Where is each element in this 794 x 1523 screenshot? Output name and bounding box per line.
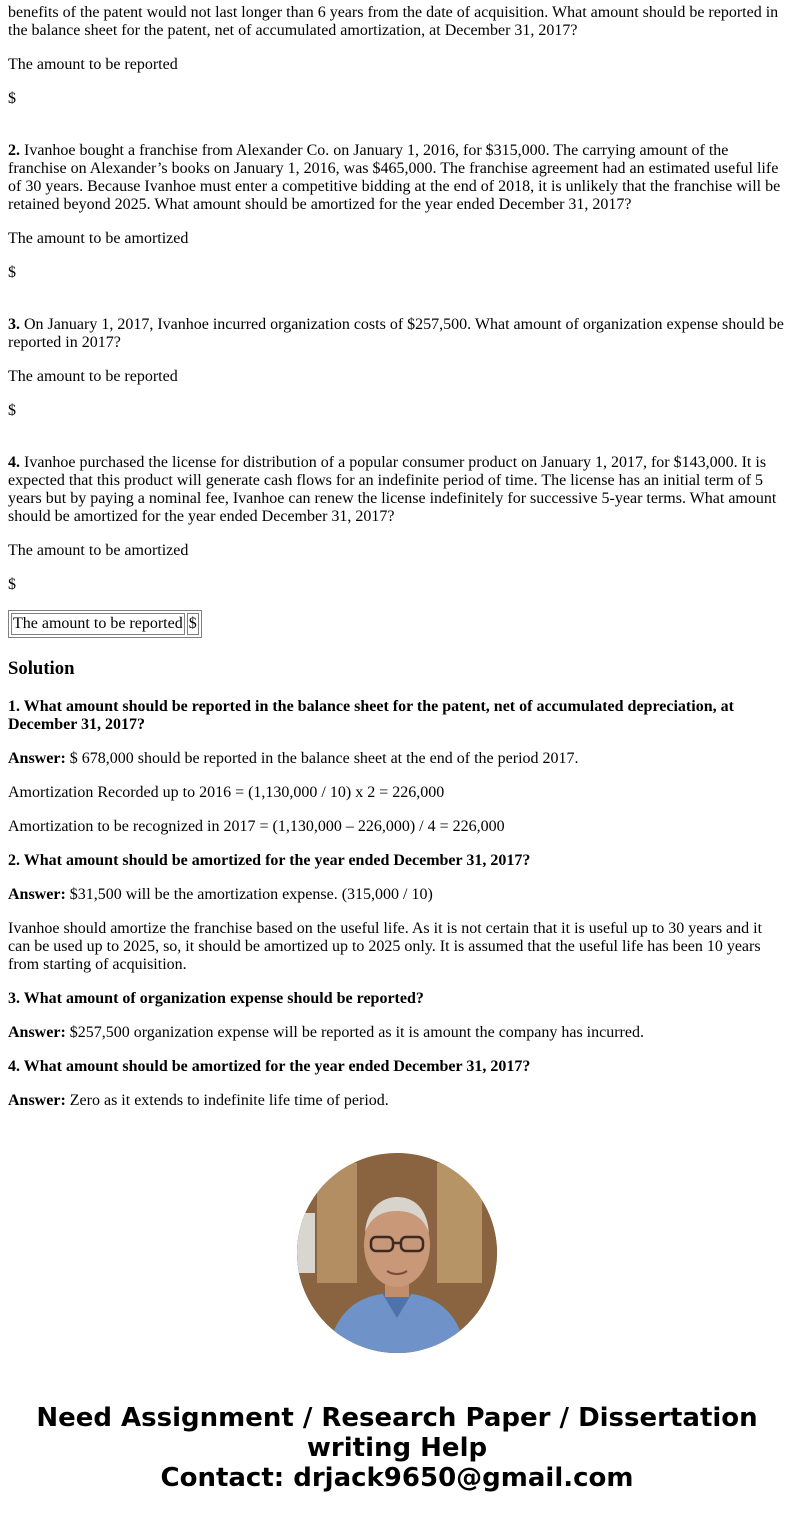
answer-table: [8, 610, 202, 638]
cta-line-2: writing Help: [306, 1433, 488, 1463]
table-label-cell: The amount to be reported: [11, 613, 185, 635]
solution-3-answer: Answer: $257,500 organization expense will be reported as it is amount the company has incurred.: [8, 1024, 644, 1041]
person-portrait-icon: [297, 1153, 497, 1353]
q2-prompt: The amount to be amortized: [8, 230, 189, 247]
question-4-text: 4. Ivanhoe purchased the license for distribution of a popular consumer product on January 1, 2017, for $143,000. It is expected that this product will generate cash flows for an indefinite period of time. The license has an initial term of 5 years but by paying a nominal fee, Ivanhoe can renew the license indefinitely for successive 5-year terms. What amount should be amortized for the year ended December 31, 2017?: [8, 454, 777, 525]
solution-heading: Solution: [8, 658, 75, 679]
q3-number: 3.: [8, 316, 20, 333]
document-body: [8, 0, 786, 1126]
solution-4-answer: Answer: Zero as it extends to indefinite life time of period.: [8, 1092, 389, 1109]
avatar-photo: [297, 1153, 497, 1353]
solution-2-answer: Answer: $31,500 will be the amortization expense. (315,000 / 10): [8, 886, 433, 903]
q2-number: 2.: [8, 142, 20, 159]
solution-1-line-1: Amortization Recorded up to 2016 = (1,130,000 / 10) x 2 = 226,000: [8, 784, 445, 801]
solution-2-explanation: Ivanhoe should amortize the franchise based on the useful life. As it is not certain that it is useful up to 30 years and it can be used up to 2025, so, it should be amortized up to 2025 only. It is assumed that the useful life has been 10 years from starting of acquisition.: [8, 920, 763, 973]
q3-dollar: $: [8, 402, 16, 419]
question-3-text: 3. On January 1, 2017, Ivanhoe incurred organization costs of $257,500. What amount of organization expense should be reported in 2017?: [8, 316, 784, 351]
q4-number: 4.: [8, 454, 20, 471]
contact-banner: [0, 1403, 794, 1493]
q4-prompt: The amount to be amortized: [8, 542, 189, 559]
q1-prompt: The amount to be reported: [8, 56, 178, 73]
solution-1-line-2: Amortization to be recognized in 2017 = (1,130,000 – 226,000) / 4 = 226,000: [8, 818, 505, 835]
solution-1-question: 1. What amount should be reported in the balance sheet for the patent, net of accumulated depreciation, at December 31, 2017?: [8, 698, 734, 733]
solution-1-answer: Answer: $ 678,000 should be reported in the balance sheet at the end of the period 2017.: [8, 750, 579, 767]
author-avatar: [297, 1153, 497, 1353]
table-row: [11, 613, 199, 635]
cta-line-1: Need Assignment / Research Paper / Dissertation: [36, 1403, 758, 1433]
q4-dollar: $: [8, 576, 16, 593]
solution-4-question: 4. What amount should be amortized for the year ended December 31, 2017?: [8, 1058, 531, 1075]
cta-contact-email[interactable]: Contact: drjack9650@gmail.com: [160, 1463, 634, 1493]
q3-prompt: The amount to be reported: [8, 368, 178, 385]
q1-dollar: $: [8, 90, 16, 107]
question-1-text: benefits of the patent would not last longer than 6 years from the date of acquisition. What amount should be reported in the balance sheet for the patent, net of accumulated amortization, at December 31, 2017?: [8, 0, 786, 40]
q2-dollar: $: [8, 264, 16, 281]
question-2-text: 2. Ivanhoe bought a franchise from Alexander Co. on January 1, 2016, for $315,000. The carrying amount of the franchise on Alexander’s books on January 1, 2016, was $465,000. The franchise agreement had an estimated useful life of 30 years. Because Ivanhoe must enter a competitive bidding at the end of 2018, it is unlikely that the franchise will be retained beyond 2025. What amount should be amortized for the year ended December 31, 2017?: [8, 142, 781, 213]
solution-2-question: 2. What amount should be amortized for the year ended December 31, 2017?: [8, 852, 531, 869]
solution-3-question: 3. What amount of organization expense should be reported?: [8, 990, 424, 1007]
table-dollar-cell: $: [187, 613, 199, 635]
